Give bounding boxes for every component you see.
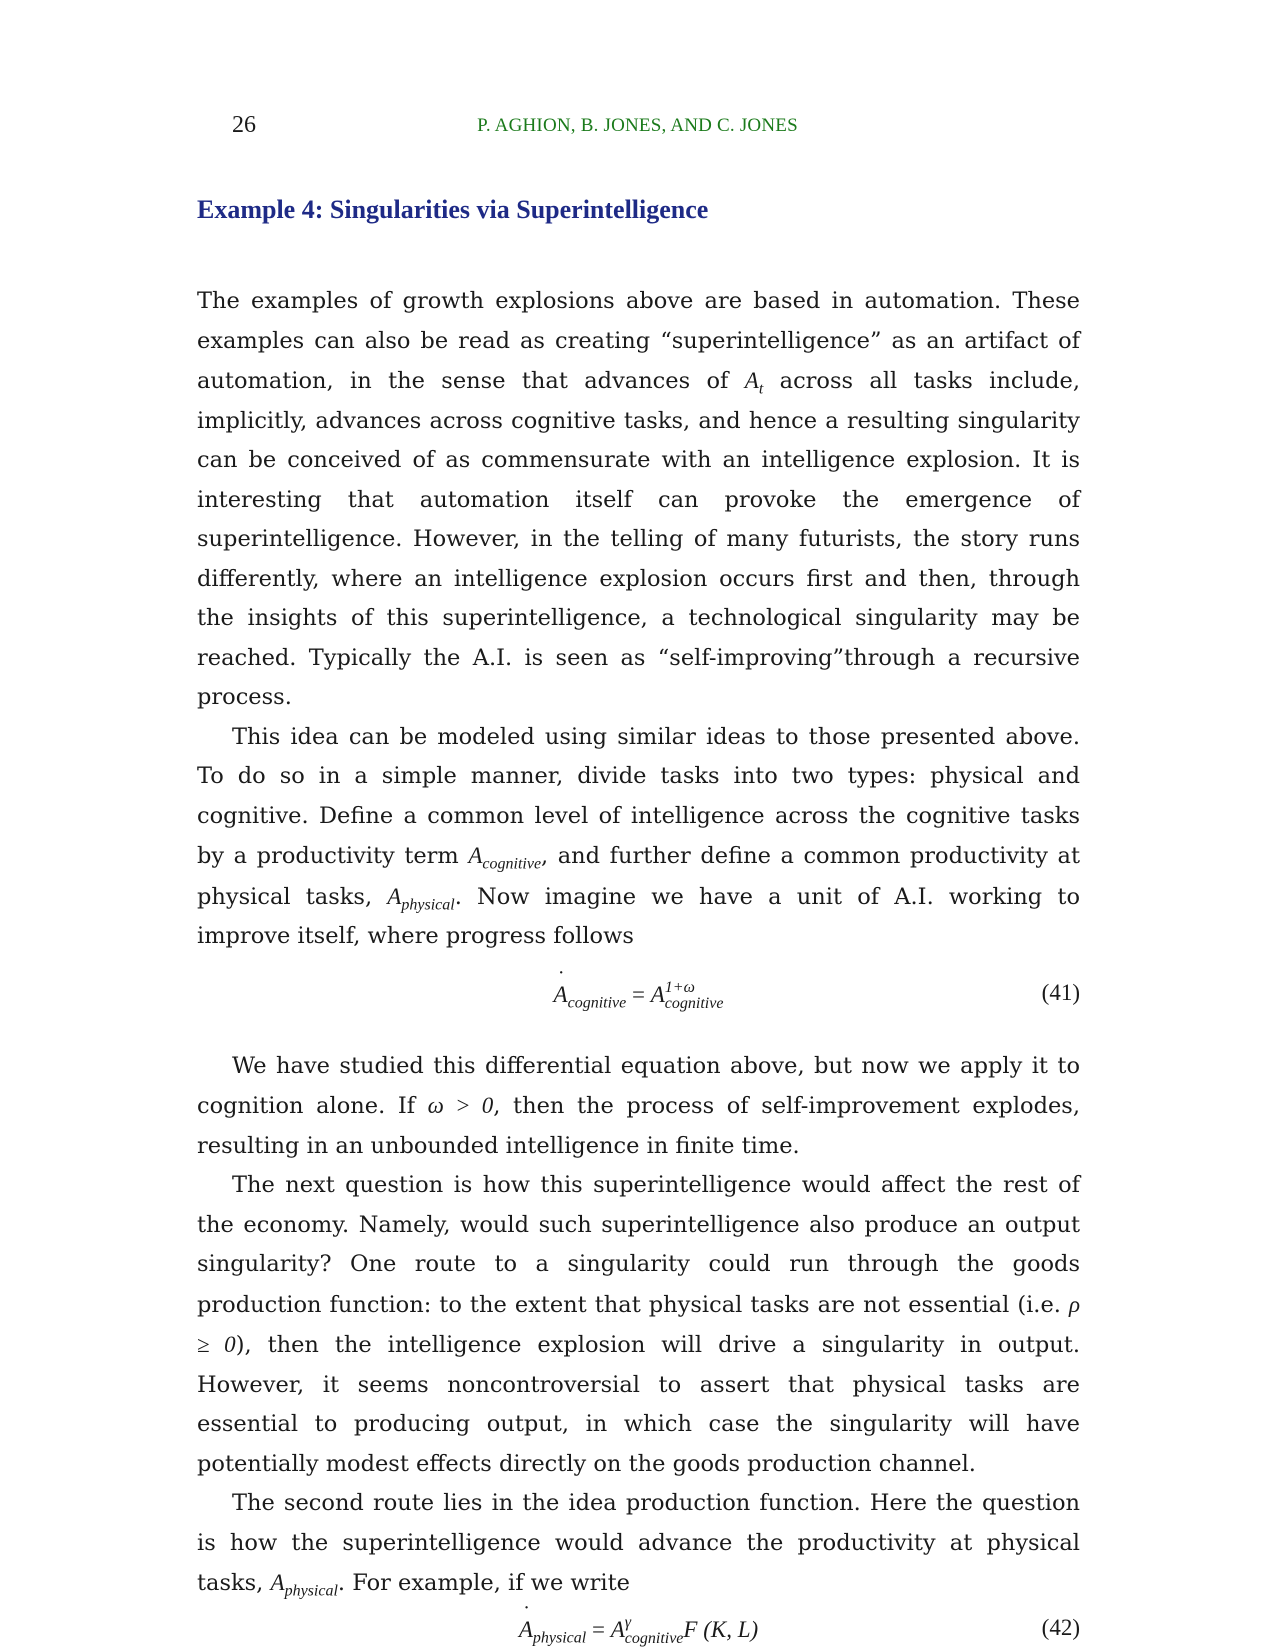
paragraph-3-text-a: We have studied this differential equation above, but now we apply it to cognition alone. If	[197, 1052, 1080, 1119]
paragraph-4-text-a: The next question is how this superintelligence would affect the rest of the economy. Namely, would such superintelligence also produce an output singularity? One route to a singularity could run through the goods production function: to the extent that physical tasks are not essential (i.e.	[197, 1172, 1080, 1318]
paragraph-3-text-b: , then the process of self-improvement explodes, resulting in an unbounded intelligence in finite time.	[197, 1093, 1080, 1159]
paragraph-5-text-a: The second route lies in the idea production function. Here the question is how the superintelligence would advance the productivity at physical tasks,	[197, 1490, 1080, 1596]
body-text	[197, 282, 1080, 1650]
paragraph-2	[197, 718, 1080, 957]
paragraph-5-text-b: . For example, if we write	[337, 1570, 630, 1596]
eq41-rhs-superscript: 1+ω	[664, 979, 695, 997]
paragraph-2-text-a: This idea can be modeled using similar ideas to those presented above. To do so in a simple manner, divide tasks into two types: physical and cognitive. Define a common level of intelligence across the cognitive tasks by a productivity term	[197, 723, 1080, 869]
eq42-rhs-subscript: cognitive	[624, 1630, 684, 1648]
eq42-rhs-symbol: A	[610, 1616, 625, 1642]
math-omega-condition: ω > 0	[427, 1093, 494, 1118]
running-head: P. AGHION, B. JONES, AND C. JONES	[477, 115, 798, 136]
math-subscript: cognitive	[482, 855, 542, 873]
paragraph-1-text-a: The examples of growth explosions above are based in automation. These examples can also be read as creating “superintelligence” as an artifact of automation, in the sense that advances of	[197, 288, 1080, 394]
eq42-relation: =	[586, 1616, 611, 1642]
page-number: 26	[232, 112, 256, 138]
paragraph-4-text-b: ), then the intelligence explosion will drive a singularity in output. However, it seems noncontroversial to assert that physical tasks are essential to producing output, in which case the singularity will have potentially modest effects directly on the goods production channel.	[197, 1332, 1080, 1477]
paragraph-1	[197, 282, 1080, 718]
paragraph-3	[197, 1047, 1080, 1167]
eq42-lhs-subscript: physical	[532, 1629, 587, 1647]
math-symbol: A	[387, 883, 402, 909]
math-a-cognitive	[468, 843, 542, 873]
math-symbol: A	[468, 843, 483, 868]
equation-41-body	[197, 975, 1080, 1015]
eq41-rhs-symbol: A	[650, 981, 665, 1007]
equation-41-number: (41)	[1041, 979, 1080, 1005]
eq41-lhs-symbol: A ˙	[554, 975, 568, 1015]
math-subscript: t	[758, 380, 764, 398]
math-subscript: physical	[401, 896, 455, 914]
eq42-rhs-superscript: γ	[624, 1614, 632, 1632]
paragraph-4	[197, 1166, 1080, 1484]
eq41-relation: =	[626, 981, 651, 1007]
section-title: Example 4: Singularities via Superintelligence	[197, 195, 709, 224]
equation-42	[197, 1604, 1080, 1650]
paragraph-1-text-b: across all tasks include, implicitly, advances across cognitive tasks, and hence a resulting singularity can be conceived of as commensurate with an intelligence explosion. It is interesting that automation itself can provoke the emergence of superintelligence. However, in the telling of many futurists, the story runs differently, where an intelligence explosion occurs first and then, through the insights of this superintelligence, a technological singularity may be reached. Typically the A.I. is seen as “self-improving”through a recursive process.	[197, 368, 1080, 710]
math-subscript: physical	[284, 1582, 338, 1600]
equation-41	[197, 969, 1080, 1033]
eq41-lhs-subscript: cognitive	[567, 994, 627, 1012]
equation-42-body	[197, 1610, 1080, 1650]
math-a-t	[744, 368, 764, 398]
equation-42-number: (42)	[1041, 1614, 1080, 1640]
eq42-lhs-symbol: A ˙	[519, 1610, 533, 1650]
eq41-rhs-subscript: cognitive	[664, 995, 724, 1013]
math-rho-condition: ρ ≥ 0	[197, 1291, 1080, 1357]
math-symbol: A	[744, 368, 759, 393]
paragraph-2-text-c: . Now imagine we have a unit of A.I. working to improve itself, where progress follows	[197, 883, 1080, 949]
paragraph-2-text-b: , and further define a common productivity at physical tasks,	[197, 843, 1080, 910]
math-symbol: A	[270, 1570, 285, 1595]
eq42-rhs-function: F (K, L)	[683, 1616, 759, 1642]
paragraph-5	[197, 1484, 1080, 1604]
math-a-physical-2	[270, 1570, 338, 1600]
math-a-physical	[387, 883, 455, 914]
